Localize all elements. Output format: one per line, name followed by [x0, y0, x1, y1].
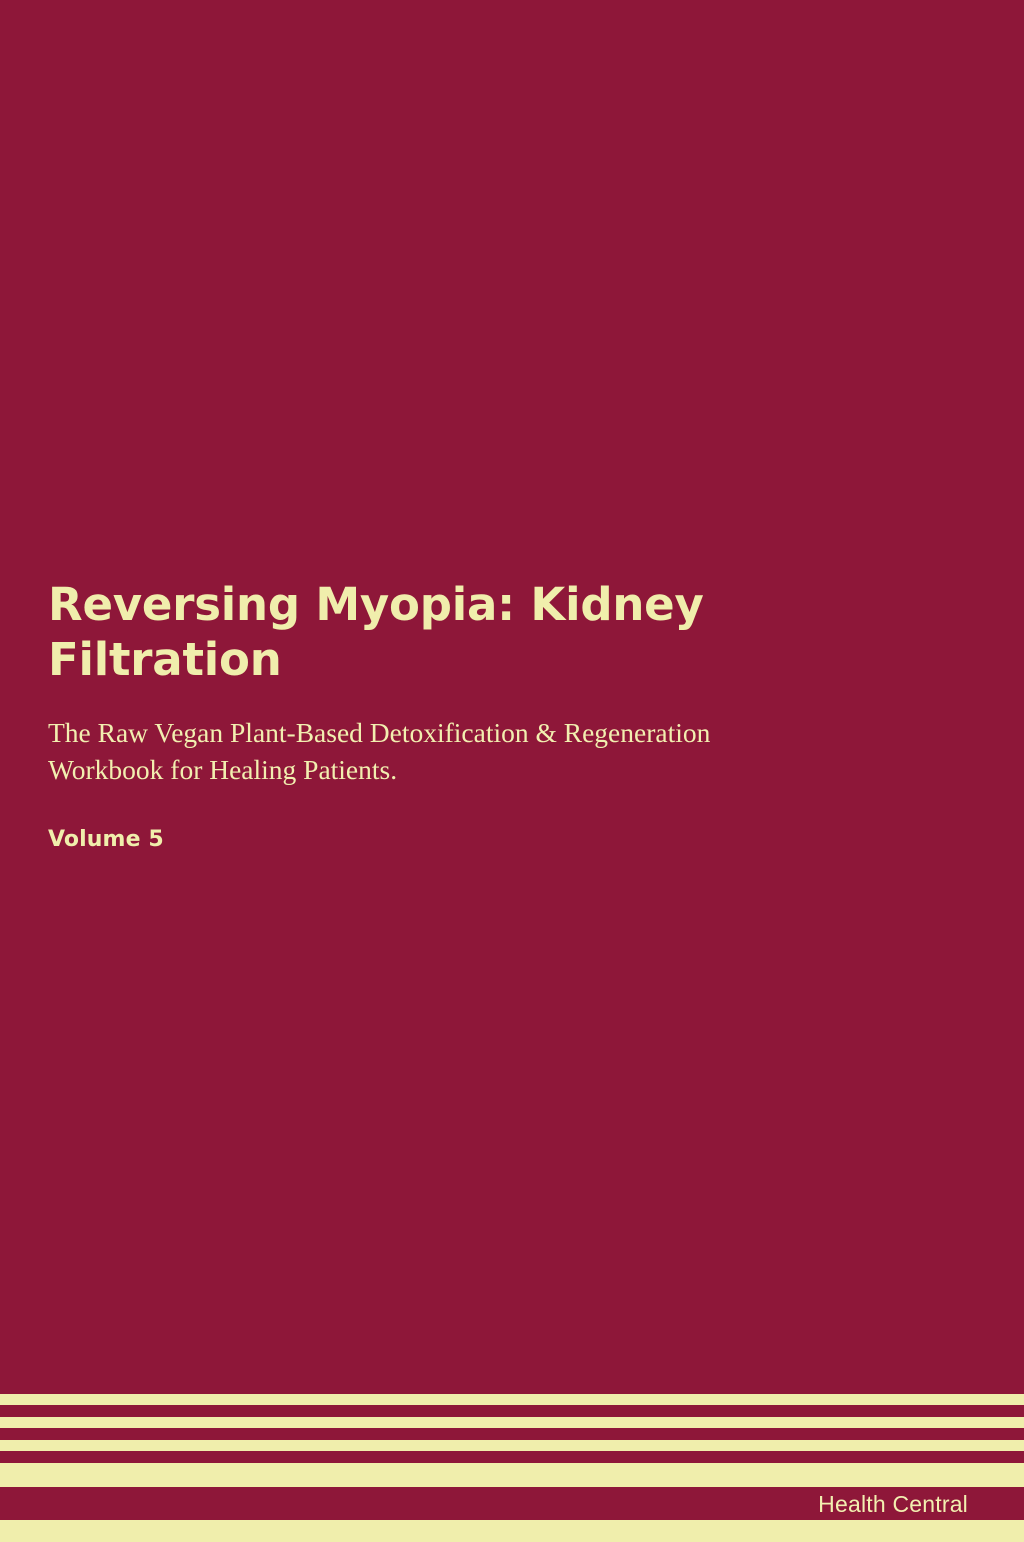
publisher-name: Health Central [818, 1491, 968, 1517]
stripe-5 [0, 1520, 1024, 1542]
stripe-4 [0, 1463, 1024, 1487]
volume-label: Volume 5 [48, 826, 164, 852]
book-subtitle: The Raw Vegan Plant-Based Detoxification & Regeneration Workbook for Healing Patients. [48, 716, 711, 786]
title-block [48, 578, 748, 852]
stripe-3 [0, 1440, 1024, 1451]
stripe-2 [0, 1417, 1024, 1428]
page-title: Reversing Myopia: Kidney Filtration [48, 578, 704, 686]
decorative-stripe-band [0, 1394, 1024, 1542]
stripe-1 [0, 1394, 1024, 1405]
